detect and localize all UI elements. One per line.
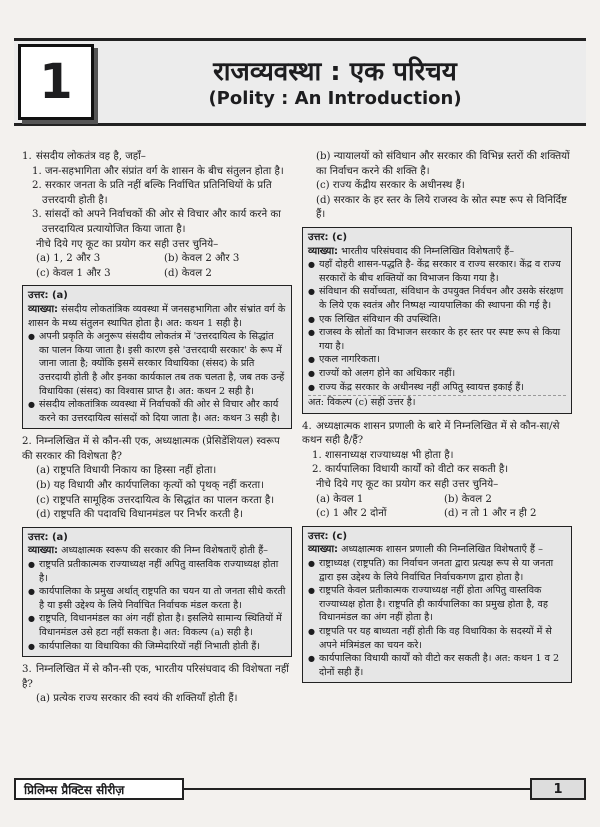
q2-option-d: (d) राष्ट्रपति की पदावधि विधानमंडल पर निर्भर करती है। bbox=[36, 509, 243, 521]
ans3-final: अत: विकल्प (c) सही उत्तर है। bbox=[308, 395, 566, 410]
ans4-point-4: ● कार्यपालिका विधायी कार्यों को वीटो कर सकती है। अत: कथन 1 व 2 दोनों सही हैं। bbox=[308, 652, 566, 679]
ans3-point-4: ● राजस्व के स्रोतों का विभाजन सरकार के हर स्तर पर स्पष्ट रूप से किया गया है। bbox=[308, 326, 566, 353]
answer-box-2: उत्तर: (a) व्याख्या: अध्यक्षात्मक स्वरूप की सरकार की निम्न विशेषताएँ होती हैं– ● राष्ट्रपति प्रतीकात्मक राज्याध्यक्ष नहीं अपितु वास्तविक राज्याध्यक्ष होता है। ● कार्यपालिका के प्रमुख अर्थात् राष्ट्रपति का चयन या तो जनता सीधे करती है या इसी उद्देश्य के लिये निर्वाचित निर्वाचक मंडल करता है। ● राष्ट्रपति, विधानमंडल का अंग नहीं होता है। इसलिये सामान्य स्थितियों में विधानमंडल उसे हटा नहीं सकता है। अत: विकल्प (a) सही है। ● कार्यपालिका या विधायिका की जिम्मेदारियों नहीं निभाती होती हैं। bbox=[22, 527, 292, 657]
q1-statement-2: 2. सरकार जनता के प्रति नहीं बल्कि निर्वाचित प्रतिनिधियों के प्रति उत्तरदायी होती है। bbox=[32, 180, 272, 206]
answer-box-1: उत्तर: (a) व्याख्या: संसदीय लोकतांत्रिक व्यवस्था में जनसहभागिता और संभ्रांत वर्ग के शासन के मध्य संतुलन स्थापित होता है। अत: कथन 1 सही है। ● अपनी प्रकृति के अनुरूप संसदीय लोकतंत्र में 'उत्तरदायित्व के सिद्धांत का पालन किया जाता है। इसी कारण इसे 'उत्तरदायी सरकार' के रूप में जाना जाता है; क्योंकि इसमें सरकार विधायिका (संसद) के प्रति उत्तरदायी होती है और इनका कार्यकाल तब तक चलता है, जब तक उन्हें विधायिका (संसद) का विश्वास प्राप्त है। अत: कथन 2 सही है। ● संसदीय लोकतांत्रिक व्यवस्था में निर्वाचकों की ओर से विचार और कार्य करने का उत्तरदायित्व सांसदों को दिया जाता है। अत: कथन 3 सही है। bbox=[22, 285, 292, 429]
ans3-point-7: ● राज्य केंद्र सरकार के अधीनस्थ नहीं अपितु स्वायत्त इकाई हैं। bbox=[308, 381, 566, 395]
right-column bbox=[302, 150, 572, 689]
question-3: 3. निम्नलिखित में से कौन-सी एक, भारतीय परिसंघवाद की विशेषता नहीं है? (a) प्रत्येक राज्य सरकार की स्वयं की शक्तियाँ होती हैं। bbox=[22, 663, 292, 707]
ans3-point-6: ● राज्यों को अलग होने का अधिकार नहीं। bbox=[308, 367, 566, 381]
ans4-point-3: ● राष्ट्रपति पर यह बाध्यता नहीं होती कि वह विधायिका के सदस्यों में से अपने मंत्रिमंडल का चयन करे। bbox=[308, 625, 566, 652]
q3-option-c: (c) राज्य केंद्रीय सरकार के अधीनस्थ हैं। bbox=[316, 180, 465, 192]
ans3-point-5: ● एकल नागरिकता। bbox=[308, 353, 566, 367]
q1-statement-3: 3. सांसदों को अपने निर्वाचकों की ओर से विचार और कार्य करने का उत्तरदायित्व प्रत्यायोजित किया जाता है। bbox=[32, 209, 281, 235]
ans3-point-2: ● संविधान की सर्वोच्चता, संविधान के उपयुक्त निर्वचन और उसके संरक्षण के लिये एक स्वतंत्र और निष्पक्ष न्यायपालिका की स्थापना की गई है। bbox=[308, 285, 566, 312]
q3-option-b: (b) न्यायालयों को संविधान और सरकार की विभिन्न स्तरों की शक्तियों का निर्वाचन करने की शक्ति है। bbox=[316, 151, 570, 177]
q1-statement-1: 1. जन-सहभागिता और संप्रांत वर्ग के शासन के बीच संतुलन होता है। bbox=[32, 165, 284, 177]
q1-option-c: (c) केवल 1 और 3 bbox=[36, 267, 111, 279]
ans2-point-3: ● राष्ट्रपति, विधानमंडल का अंग नहीं होता है। इसलिये सामान्य स्थितियों में विधानमंडल उसे हटा नहीं सकता है। अत: विकल्प (a) सही है। bbox=[28, 612, 286, 639]
chapter-number: 1 bbox=[18, 44, 94, 120]
footer-divider bbox=[184, 788, 530, 790]
q2-option-b: (b) यह विधायी और कार्यपालिका कृत्यों को पृथक् नहीं करता। bbox=[36, 480, 264, 492]
chapter-title-hindi: राजव्यवस्था : एक परिचय bbox=[213, 57, 457, 87]
question-1: 1. संसदीय लोकतंत्र वह है, जहाँ– 1. जन-सहभागिता और संप्रांत वर्ग के शासन के बीच संतुलन होता है। 2. सरकार जनता के प्रति नहीं बल्कि निर्वाचित प्रतिनिधियों के प्रति उत्तरदायी होती है। 3. सांसदों को अपने निर्वाचकों की ओर से विचार और कार्य करने का उत्तरदायित्व प्रत्यायोजित किया जाता है। नीचे दिये गए कूट का प्रयोग कर सही उत्तर चुनिये– (a) 1, 2 और 3 (b) केवल 2 और 3 (c) केवल 1 और 3 (d) केवल 2 bbox=[22, 150, 292, 281]
ans2-point-4: ● कार्यपालिका या विधायिका की जिम्मेदारियों नहीं निभाती होती हैं। bbox=[28, 640, 286, 654]
chapter-title-english: (Polity : An Introduction) bbox=[208, 88, 462, 109]
ans3-point-3: ● एक लिखित संविधान की उपस्थिति। bbox=[308, 313, 566, 327]
question-2: 2. निम्नलिखित में से कौन-सी एक, अध्यक्षात्मक (प्रेसिडेंशियल) स्वरूप की सरकार की विशेषता है? (a) राष्ट्रपति विधायी निकाय का हिस्सा नहीं होता। (b) यह विधायी और कार्यपालिका कृत्यों को पृथक् नहीं करता। (c) राष्ट्रपति सामूहिक उत्तरदायित्व के सिद्धांत का पालन करता है। (d) राष्ट्रपति की पदावधि विधानमंडल पर निर्भर करती है। bbox=[22, 435, 292, 523]
ans4-point-1: ● राष्ट्राध्यक्ष (राष्ट्रपति) का निर्वाचन जनता द्वारा प्रत्यक्ष रूप से या जनता द्वारा इस उद्देश्य के लिये निर्वाचित निर्वाचकगण द्वारा होता है। bbox=[308, 557, 566, 584]
q4-option-c: (c) 1 और 2 दोनों bbox=[316, 508, 387, 520]
q1-option-a: (a) 1, 2 और 3 bbox=[36, 253, 101, 265]
ans4-point-2: ● राष्ट्रपति केवल प्रतीकात्मक राज्याध्यक्ष नहीं होता अपितु वास्तविक राज्याध्यक्ष होता है। राष्ट्रपति ही कार्यपालिका का प्रमुख होता है, वह विधानमंडल का अंग नहीं होता है। bbox=[308, 584, 566, 625]
q1-option-d: (d) केवल 2 bbox=[164, 267, 212, 279]
answer-box-4: उत्तर: (c) व्याख्या: अध्यक्षात्मक शासन प्रणाली की निम्नलिखित विशेषताएँ हैं – ● राष्ट्राध्यक्ष (राष्ट्रपति) का निर्वाचन जनता द्वारा प्रत्यक्ष रूप से या जनता द्वारा इस उद्देश्य के लिये निर्वाचित निर्वाचकगण द्वारा होता है। ● राष्ट्रपति केवल प्रतीकात्मक राज्याध्यक्ष नहीं होता अपितु वास्तविक राज्याध्यक्ष होता है। राष्ट्रपति ही कार्यपालिका का प्रमुख होता है, वह विधानमंडल का अंग नहीं होता है। ● राष्ट्रपति पर यह बाध्यता नहीं होती कि वह विधायिका के सदस्यों में से अपने मंत्रिमंडल का चयन करे। ● कार्यपालिका विधायी कार्यों को वीटो कर सकती है। अत: कथन 1 व 2 दोनों सही हैं। bbox=[302, 526, 572, 684]
left-column bbox=[22, 150, 292, 710]
q4-statement-1: 1. शासनाध्यक्ष राज्याध्यक्ष भी होता है। bbox=[312, 449, 454, 461]
series-label: प्रिलिम्स प्रैक्टिस सीरीज़ bbox=[14, 778, 184, 800]
q4-instruction: नीचे दिये गए कूट का प्रयोग कर सही उत्तर चुनिये– bbox=[316, 479, 499, 491]
question-4: 4. अध्यक्षात्मक शासन प्रणाली के बारे में निम्नलिखित में से कौन-सा/से कथन सही है/हैं? 1. शासनाध्यक्ष राज्याध्यक्ष भी होता है। 2. कार्यपालिका विधायी कार्यों को वीटो कर सकती है। नीचे दिये गए कूट का प्रयोग कर सही उत्तर चुनिये– (a) केवल 1 (b) केवल 2 (c) 1 और 2 दोनों (d) न तो 1 और न ही 2 bbox=[302, 420, 572, 522]
page-number: 1 bbox=[530, 778, 586, 800]
q4-statement-2: 2. कार्यपालिका विधायी कार्यों को वीटो कर सकती है। bbox=[312, 464, 509, 476]
q4-option-a: (a) केवल 1 bbox=[316, 493, 364, 505]
ans1-point-1: ● अपनी प्रकृति के अनुरूप संसदीय लोकतंत्र में 'उत्तरदायित्व के सिद्धांत का पालन किया जाता है। इसी कारण इसे 'उत्तरदायी सरकार' के रूप में जाना जाता है; क्योंकि इसमें सरकार विधायिका (संसद) के प्रति उत्तरदायी होती है और इनका कार्यकाल तब तक चलता है, जब तक उन्हें विधायिका (संसद) का विश्वास प्राप्त है। अत: कथन 2 सही है। bbox=[28, 330, 286, 398]
q1-instruction: नीचे दिये गए कूट का प्रयोग कर सही उत्तर चुनिये– bbox=[36, 238, 219, 250]
q3-option-d: (d) सरकार के हर स्तर के लिये राजस्व के स्रोत स्पष्ट रूप से विनिर्दिष्ट हैं। bbox=[316, 194, 567, 221]
ans1-point-2: ● संसदीय लोकतांत्रिक व्यवस्था में निर्वाचकों की ओर से विचार और कार्य करने का उत्तरदायित्व सांसदों को दिया जाता है। अत: कथन 3 सही है। bbox=[28, 398, 286, 425]
answer-box-3: उत्तर: (c) व्याख्या: भारतीय परिसंघवाद की निम्नलिखित विशेषताएँ हैं– ● यहाँ दोहरी शासन-पद्धति है- केंद्र सरकार व राज्य सरकार। केंद्र व राज्य सरकारों के बीच शक्तियों का विभाजन किया गया है। ● संविधान की सर्वोच्चता, संविधान के उपयुक्त निर्वचन और उसके संरक्षण के लिये एक स्वतंत्र और निष्पक्ष न्यायपालिका की स्थापना की गई है। ● एक लिखित संविधान की उपस्थिति। ● राजस्व के स्रोतों का विभाजन सरकार के हर स्तर पर स्पष्ट रूप से किया गया है। ● एकल नागरिकता। ● राज्यों को अलग होने का अधिकार नहीं। ● राज्य केंद्र सरकार के अधीनस्थ नहीं अपितु स्वायत्त इकाई हैं। अत: विकल्प (c) सही उत्तर है। bbox=[302, 227, 572, 414]
q4-option-d: (d) न तो 1 और न ही 2 bbox=[444, 508, 537, 520]
q2-option-c: (c) राष्ट्रपति सामूहिक उत्तरदायित्व के सिद्धांत का पालन करता है। bbox=[36, 494, 275, 506]
q4-option-b: (b) केवल 2 bbox=[444, 493, 492, 505]
q2-option-a: (a) राष्ट्रपति विधायी निकाय का हिस्सा नहीं होता। bbox=[36, 465, 217, 477]
q1-option-b: (b) केवल 2 और 3 bbox=[164, 253, 240, 265]
ans2-point-1: ● राष्ट्रपति प्रतीकात्मक राज्याध्यक्ष नहीं अपितु वास्तविक राज्याध्यक्ष होता है। bbox=[28, 558, 286, 585]
ans2-point-2: ● कार्यपालिका के प्रमुख अर्थात् राष्ट्रपति का चयन या तो जनता सीधे करती है या इसी उद्देश्य के लिये निर्वाचित निर्वाचक मंडल करता है। bbox=[28, 585, 286, 612]
ans3-point-1: ● यहाँ दोहरी शासन-पद्धति है- केंद्र सरकार व राज्य सरकार। केंद्र व राज्य सरकारों के बीच शक्तियों का विभाजन किया गया है। bbox=[308, 258, 566, 285]
q3-option-a: (a) प्रत्येक राज्य सरकार की स्वयं की शक्तियाँ होती हैं। bbox=[36, 693, 238, 705]
